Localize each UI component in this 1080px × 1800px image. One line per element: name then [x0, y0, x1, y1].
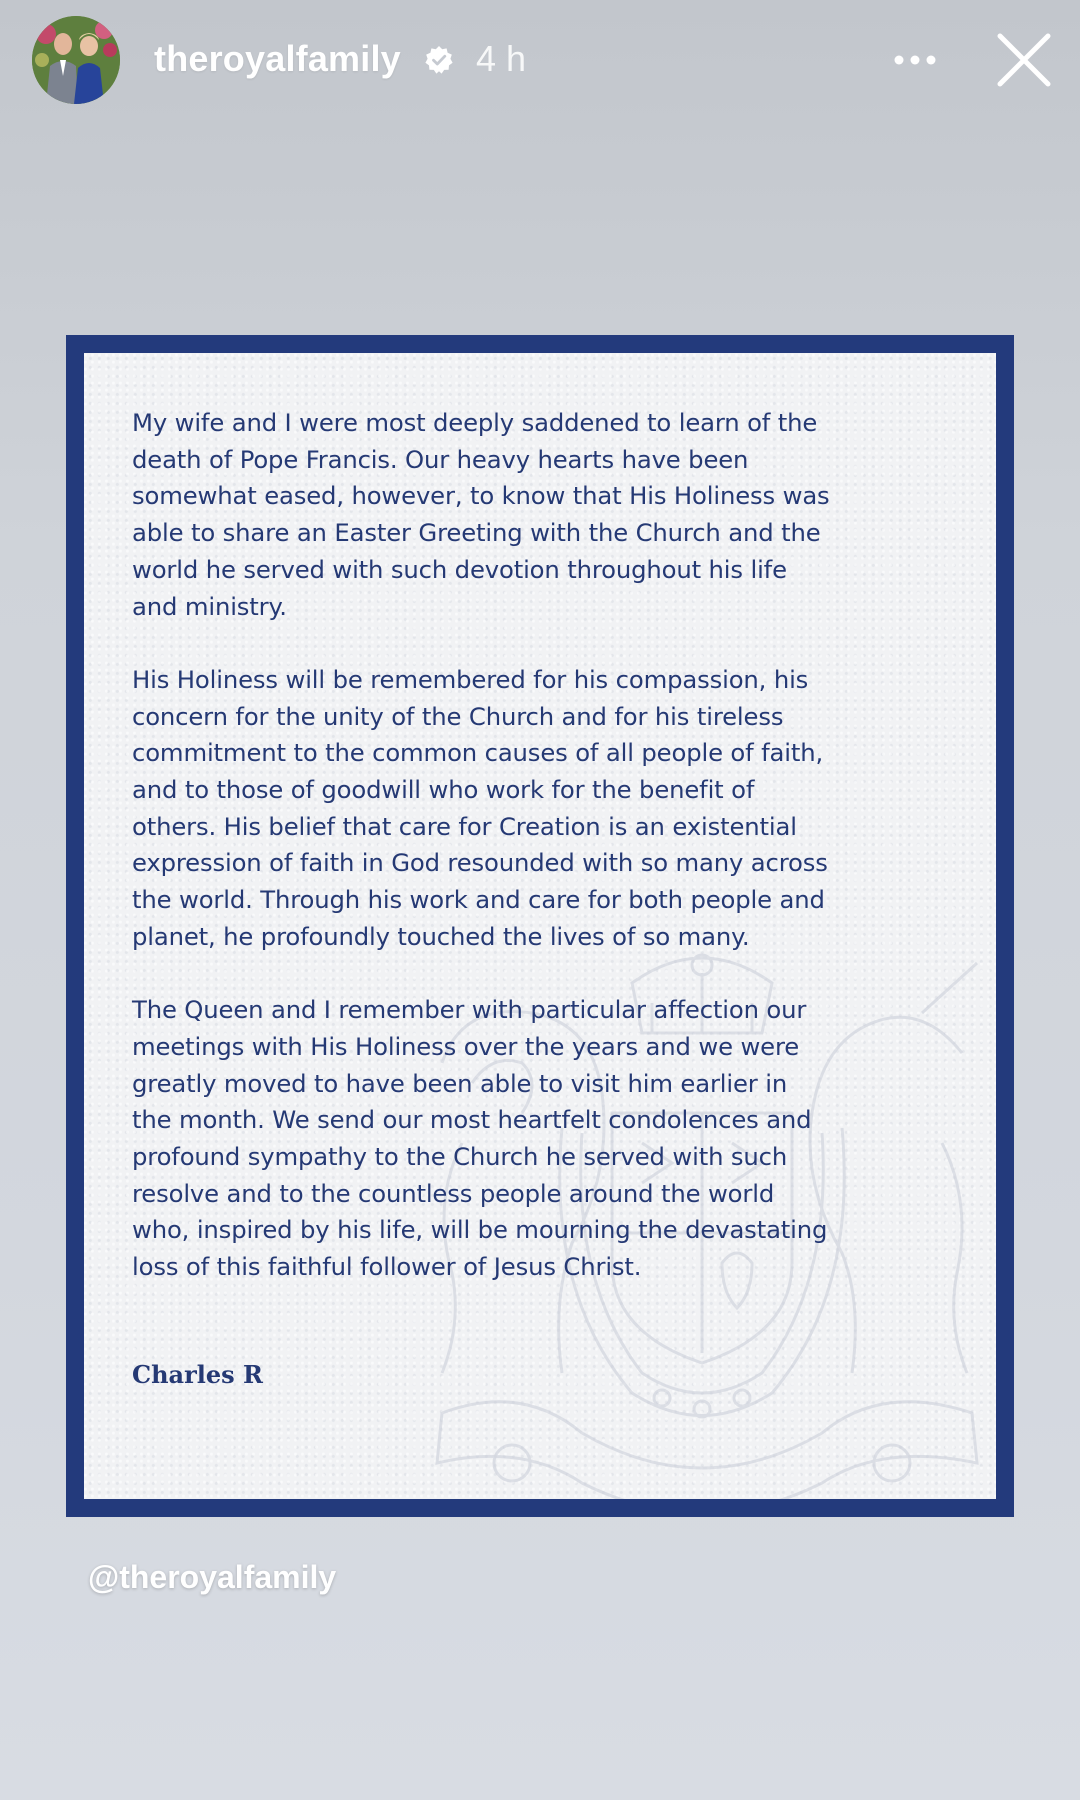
- letter-body: [132, 405, 912, 1323]
- letter-paragraph-2: His Holiness will be remembered for his compassion, his concern for the unity of the Church and for his tireless commitment to the common causes of all people of faith, and to those of goodwill who work for the benefit of others. His belief that care for Creation is an existential expression of faith in God resounded with so many across the world. Through his work and care for both people and planet, he profoundly touched the lives of so many.: [132, 664, 828, 951]
- avatar[interactable]: [32, 16, 120, 104]
- username[interactable]: theroyalfamily: [154, 38, 401, 79]
- avatar-photo-icon: [32, 16, 120, 104]
- story-header: [0, 0, 1080, 120]
- verified-badge-icon: [424, 45, 454, 75]
- letter-paper: [84, 353, 996, 1499]
- letter-paragraph-3: The Queen and I remember with particular affection our meetings with His Holiness over the years and we were greatly moved to have been able to visit him earlier in the month. We send our most heartfelt condolences and profound sympathy to the Church he served with such resolve and to the countless people around the world who, inspired by his life, will be mourning the devastating loss of this faithful follower of Jesus Christ.: [132, 995, 828, 1282]
- post-time: 4 h: [476, 38, 527, 79]
- more-options-icon[interactable]: [890, 40, 940, 80]
- signature: Charles R: [132, 1360, 263, 1389]
- letter-paragraph-1: My wife and I were most deeply saddened to learn of the death of Pope Francis. Our heavy hearts have been somewhat eased, however, to know that His Holiness was able to share an Easter Greeting with the Church and the world he served with such devotion throughout his life and ministry.: [132, 408, 830, 621]
- letter-card: [66, 335, 1014, 1517]
- close-icon[interactable]: [994, 30, 1054, 90]
- mention-sticker[interactable]: @theroyalfamily: [88, 1559, 337, 1595]
